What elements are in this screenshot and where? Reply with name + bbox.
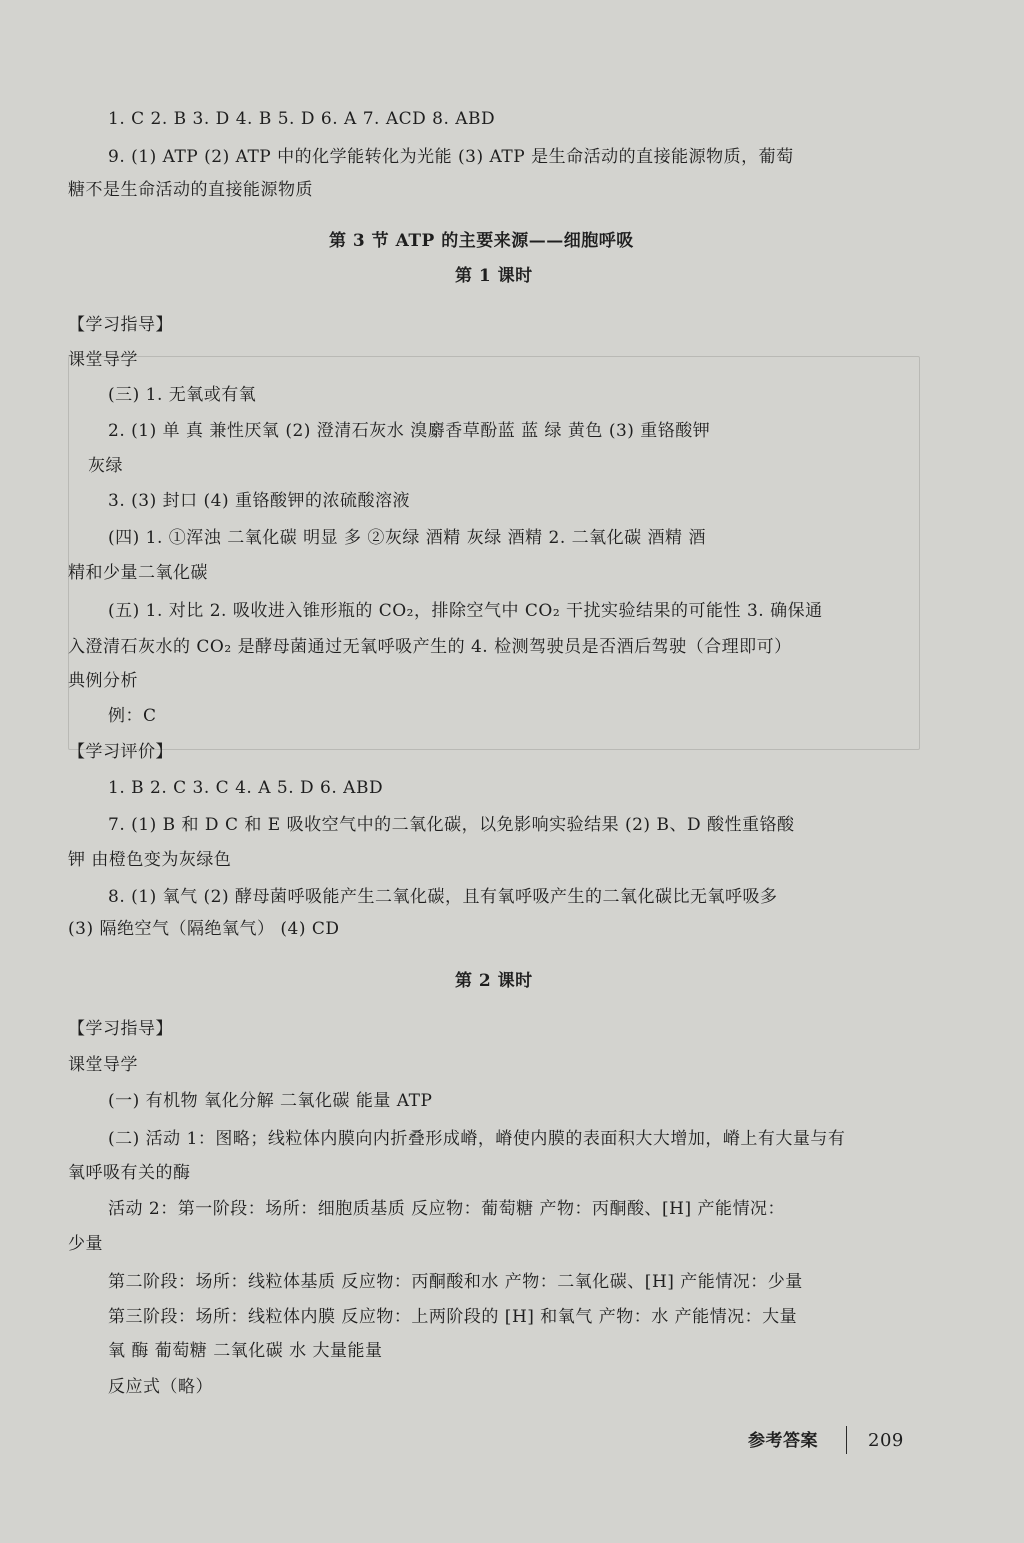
guide-line: (四) 1. ①浑浊 二氧化碳 明显 多 ②灰绿 酒精 灰绿 酒精 2. 二氧化碳 酒精 酒 bbox=[108, 528, 706, 548]
section-title: 第 3 节 ATP 的主要来源——细胞呼吸 bbox=[329, 231, 634, 251]
footer-label: 参考答案 bbox=[748, 1431, 818, 1451]
page-number: 209 bbox=[868, 1430, 904, 1451]
guide2-line: 活动 2：第一阶段：场所：细胞质基质 反应物：葡萄糖 产物：丙酮酸、[H] 产能情况： bbox=[108, 1199, 786, 1219]
guide-line: 精和少量二氧化碳 bbox=[68, 563, 208, 583]
guide-line: 2. (1) 单 真 兼性厌氧 (2) 澄清石灰水 溴麝香草酚蓝 蓝 绿 黄色 (3) 重铬酸钾 bbox=[108, 421, 711, 441]
guide2-line: 反应式（略） bbox=[108, 1377, 213, 1397]
evaluation-line: 7. (1) B 和 D C 和 E 吸收空气中的二氧化碳，以免影响实验结果 (2) B、D 酸性重铬酸 bbox=[108, 815, 795, 835]
subheading-example-analysis: 典例分析 bbox=[68, 671, 138, 691]
guide2-line: (一) 有机物 氧化分解 二氧化碳 能量 ATP bbox=[108, 1091, 433, 1111]
answer-line-9-cont: 糖不是生命活动的直接能源物质 bbox=[68, 180, 313, 200]
answer-line-9: 9. (1) ATP (2) ATP 中的化学能转化为光能 (3) ATP 是生命活动的直接能源物质，葡萄 bbox=[108, 147, 794, 167]
guide2-line: 氧 酶 葡萄糖 二氧化碳 水 大量能量 bbox=[108, 1341, 383, 1361]
heading-study-guide: 【学习指导】 bbox=[68, 315, 173, 335]
footer-separator bbox=[846, 1426, 847, 1454]
evaluation-line: 1. B 2. C 3. C 4. A 5. D 6. ABD bbox=[108, 778, 384, 798]
evaluation-line: (3) 隔绝空气（隔绝氧气） (4) CD bbox=[68, 919, 340, 939]
guide2-line: 第二阶段：场所：线粒体基质 反应物：丙酮酸和水 产物：二氧化碳、[H] 产能情况：少量 bbox=[108, 1272, 803, 1292]
example-answer: 例：C bbox=[108, 706, 157, 726]
guide2-line: 氧呼吸有关的酶 bbox=[68, 1163, 191, 1183]
guide-line: 入澄清石灰水的 CO₂ 是酵母菌通过无氧呼吸产生的 4. 检测驾驶员是否酒后驾驶（合理即可） bbox=[68, 637, 792, 657]
faint-table-frame bbox=[68, 356, 920, 750]
heading-study-guide-2: 【学习指导】 bbox=[68, 1019, 173, 1039]
lesson-title-1: 第 1 课时 bbox=[455, 266, 533, 286]
guide-line: (五) 1. 对比 2. 吸收进入锥形瓶的 CO₂，排除空气中 CO₂ 干扰实验结果的可能性 3. 确保通 bbox=[108, 601, 823, 621]
guide2-line: 第三阶段：场所：线粒体内膜 反应物：上两阶段的 [H] 和氧气 产物：水 产能情况：大量 bbox=[108, 1307, 798, 1327]
heading-study-evaluation: 【学习评价】 bbox=[68, 742, 173, 762]
guide2-line: 少量 bbox=[68, 1234, 103, 1254]
subheading-class-guide: 课堂导学 bbox=[68, 350, 138, 370]
evaluation-line: 8. (1) 氧气 (2) 酵母菌呼吸能产生二氧化碳，且有氧呼吸产生的二氧化碳比无氧呼吸多 bbox=[108, 887, 778, 907]
guide2-line: (二) 活动 1：图略；线粒体内膜向内折叠形成嵴，嵴使内膜的表面积大大增加，嵴上有大量与有 bbox=[108, 1129, 846, 1149]
guide-line: 3. (3) 封口 (4) 重铬酸钾的浓硫酸溶液 bbox=[108, 491, 410, 511]
guide-line: (三) 1. 无氧或有氧 bbox=[108, 385, 257, 405]
guide-line: 灰绿 bbox=[88, 456, 123, 476]
lesson-title-2: 第 2 课时 bbox=[455, 971, 533, 991]
subheading-class-guide-2: 课堂导学 bbox=[68, 1055, 138, 1075]
evaluation-line: 钾 由橙色变为灰绿色 bbox=[68, 850, 232, 870]
answer-line-1-8: 1. C 2. B 3. D 4. B 5. D 6. A 7. ACD 8. ABD bbox=[108, 109, 496, 129]
